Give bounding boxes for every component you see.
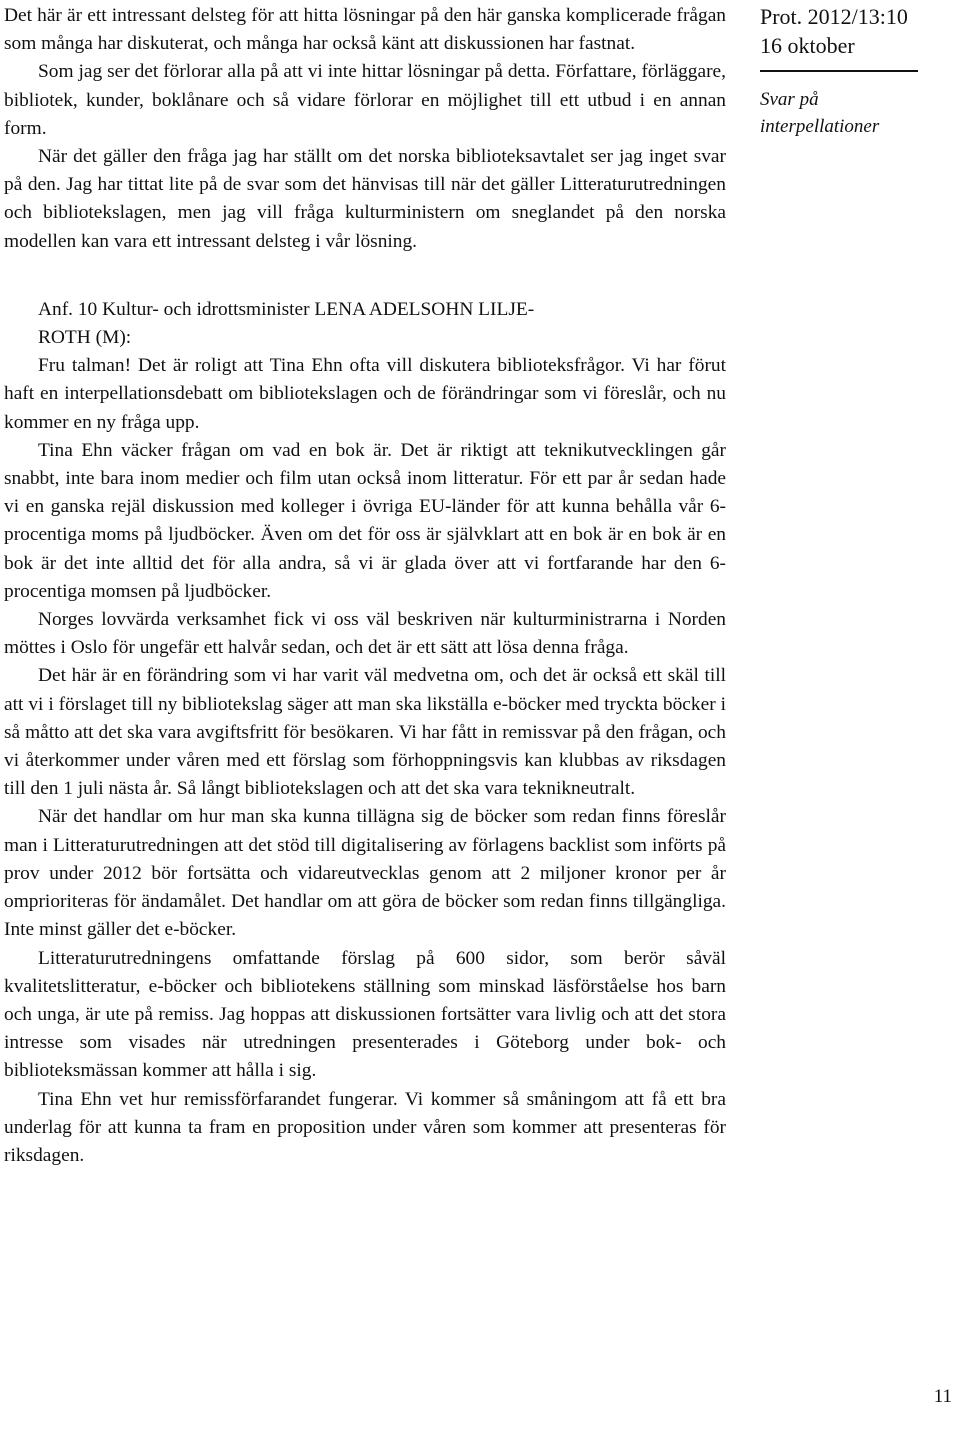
speaker-heading <box>4 296 726 352</box>
paragraph: Tina Ehn vet hur remissförfarandet fungerar. Vi kommer så småningom att få ett bra underlag för att kunna ta fram en proposition under våren som kommer att presenteras för riksdagen. <box>4 1088 726 1166</box>
section-title-line2: interpellationer <box>760 116 880 137</box>
section-title-line1: Svar på <box>760 89 819 110</box>
paragraph: Tina Ehn väcker frågan om vad en bok är. Det är riktigt att teknikutvecklingen går snabbt, inte bara inom medier och film utan också inom litteratur. För ett par år sedan hade vi en ganska rejäl diskussion med kolleger i övriga EU-länder för att kunna behålla vår 6-procentiga moms på ljudböcker. Även om det för oss är självklart att en bok är en bok är en bok är det inte alltid det för alla andra, så vi är glada över att vi fortfarande har den 6-procentiga momsen på ljudböcker. <box>4 439 726 602</box>
paragraph: Det här är ett intressant delsteg för att hitta lösningar på den här ganska komplicerade frågan som många har diskuterat, och många har också känt att diskussionen har fastnat. <box>4 5 726 55</box>
margin-column <box>760 2 960 140</box>
paragraph: Som jag ser det förlorar alla på att vi inte hittar lösningar på detta. Författare, förläggare, bibliotek, kunder, boklånare och så vidare förlorar en möjlighet till ett utbud i en annan form. <box>4 61 726 139</box>
protocol-date: 16 oktober <box>760 33 855 58</box>
paragraph: Litteraturutredningens omfattande förslag på 600 sidor, som berör såväl kvalitetslitteratur, e-böcker och bibliotekens ställning som minskad läsförståelse hos barn och unga, är ute på remiss. Jag hoppas att diskussionen fortsätter vara livlig och att det stora intresse som visades när utredningen presenterades i Göteborg under bok- och biblioteksmässan kommer att hålla i sig. <box>4 947 726 1082</box>
page-number: 11 <box>933 1386 952 1407</box>
paragraph: Norges lovvärda verksamhet fick vi oss väl beskriven när kulturministrarna i Norden möttes i Oslo för ungefär ett halvår sedan, och det är ett sätt att lösa denna fråga. <box>4 609 726 659</box>
speaker-line: Anf. 10 Kultur- och idrottsminister LENA ADELSOHN LILJE- <box>38 298 535 320</box>
speaker-line-continued: ROTH (M): <box>38 327 132 349</box>
paragraph-gap <box>4 256 726 296</box>
paragraph: Det här är en förändring som vi har varit väl medvetna om, och det är också ett skäl till att vi i förslaget till ny bibliotekslag säger att man ska likställa e-böcker med tryckta böcker i så måtto att det ska vara avgiftsfritt för besökaren. Vi har fått in remissvar på den frågan, och vi återkommer under våren med ett förslag som förhoppningsvis kan klubbas av riksdagen till den 1 juli nästa år. Så långt bibliotekslagen och att det ska vara teknikneutralt. <box>4 665 726 800</box>
protocol-number: Prot. 2012/13:10 <box>760 4 908 29</box>
paragraph: När det gäller den fråga jag har ställt om det norska biblioteksavtalet ser jag inget svar på den. Jag har tittat lite på de svar som det hänvisas till när det gäller Litteraturutredningen och bibliotekslagen, men jag vill fråga kulturministern om sneglandet på den norska modellen kan vara ett intressant delsteg i vår lösning. <box>4 146 726 252</box>
paragraph: Fru talman! Det är roligt att Tina Ehn ofta vill diskutera biblioteksfrågor. Vi har förut haft en interpellationsdebatt om bibliotekslagen och de förändringar som vi föreslår, och nu kommer en ny fråga upp. <box>4 355 726 433</box>
main-text-column <box>4 2 726 1170</box>
paragraph: När det handlar om hur man ska kunna tillägna sig de böcker som redan finns föreslår man i Litteraturutredningen att det stöd till digitalisering av förlagens backlist som införts på prov under 2012 bör fortsätta och vidareutvecklas genom att 2 miljoner kronor per år omprioriteras för ändamålet. Det handlar om att göra de böcker som redan finns tillgängliga. Inte minst gäller det e-böcker. <box>4 806 726 941</box>
margin-divider <box>760 70 918 72</box>
